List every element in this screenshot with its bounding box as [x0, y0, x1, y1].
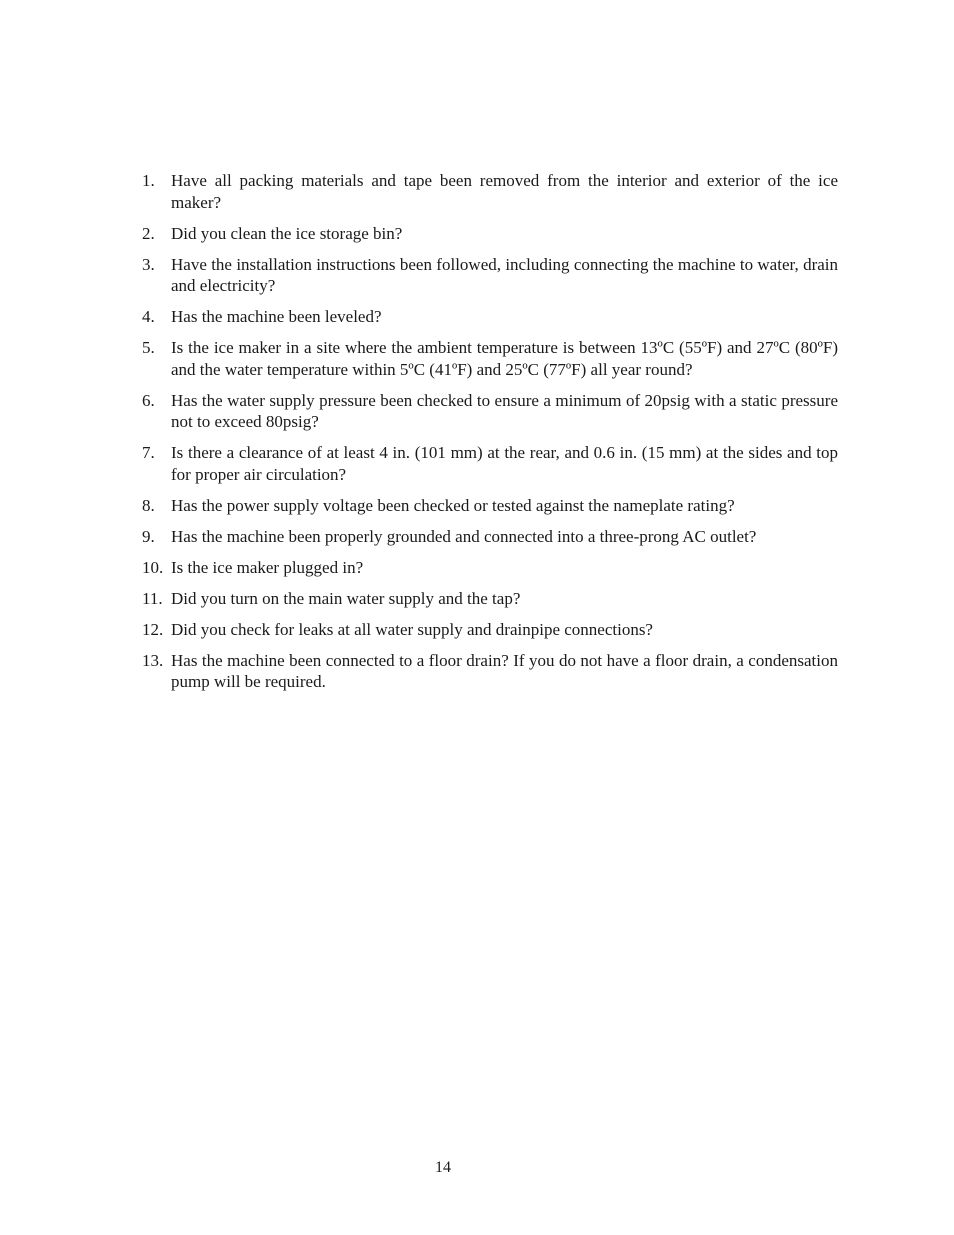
item-number: 6. [142, 390, 155, 410]
item-number: 12. [142, 619, 164, 639]
item-number: 13. [142, 650, 164, 670]
checklist-item [142, 306, 838, 328]
checklist-item [142, 337, 838, 380]
item-text: Have the installation instructions been followed, including connecting the machine to water, drain and electricity? [171, 254, 838, 295]
checklist-item [142, 495, 838, 517]
checklist-item [142, 588, 838, 610]
item-number: 9. [142, 526, 155, 546]
item-text: Did you check for leaks at all water supply and drainpipe connections? [171, 619, 653, 639]
checklist-item [142, 557, 838, 579]
item-text: Did you clean the ice storage bin? [171, 223, 403, 243]
page-number: 14 [435, 1159, 451, 1176]
item-number: 3. [142, 254, 155, 274]
checklist-item [142, 254, 838, 297]
item-number: 11. [142, 588, 163, 608]
checklist-item [142, 526, 838, 548]
item-number: 8. [142, 495, 155, 515]
item-text: Has the machine been leveled? [171, 307, 382, 326]
item-number: 7. [142, 443, 155, 462]
item-text: Have all packing materials and tape been removed from the interior and exterior of the ice maker? [171, 171, 838, 212]
item-text: Has the power supply voltage been checked or tested against the nameplate rating? [171, 495, 735, 515]
checklist-item [142, 442, 838, 485]
item-text: Is there a clearance of at least 4 in. (101 mm) at the rear, and 0.6 in. (15 mm) at the sides and top for proper air circulation? [171, 443, 838, 484]
checklist-item [142, 223, 838, 245]
item-text: Is the ice maker plugged in? [171, 557, 364, 577]
item-number: 2. [142, 223, 155, 243]
checklist-item [142, 170, 838, 213]
item-number: 4. [142, 307, 155, 326]
checklist-item [142, 619, 838, 641]
installation-checklist [142, 170, 838, 702]
item-number: 1. [142, 171, 155, 190]
item-text: Did you turn on the main water supply and the tap? [171, 588, 521, 608]
item-text: Has the water supply pressure been checked to ensure a minimum of 20psig with a static pressure not to exceed 80psig? [171, 390, 838, 431]
item-text: Is the ice maker in a site where the ambient temperature is between 13ºC (55ºF) and 27ºC (80ºF) and the water temperature within 5ºC (41ºF) and 25ºC (77ºF) all year round? [171, 338, 838, 379]
item-number: 10. [142, 557, 164, 577]
item-text: Has the machine been properly grounded and connected into a three-prong AC outlet? [171, 526, 757, 546]
checklist-item [142, 390, 838, 433]
item-text: Has the machine been connected to a floor drain? If you do not have a floor drain, a condensation pump will be required. [171, 650, 838, 691]
checklist-item [142, 650, 838, 693]
item-number: 5. [142, 338, 155, 357]
